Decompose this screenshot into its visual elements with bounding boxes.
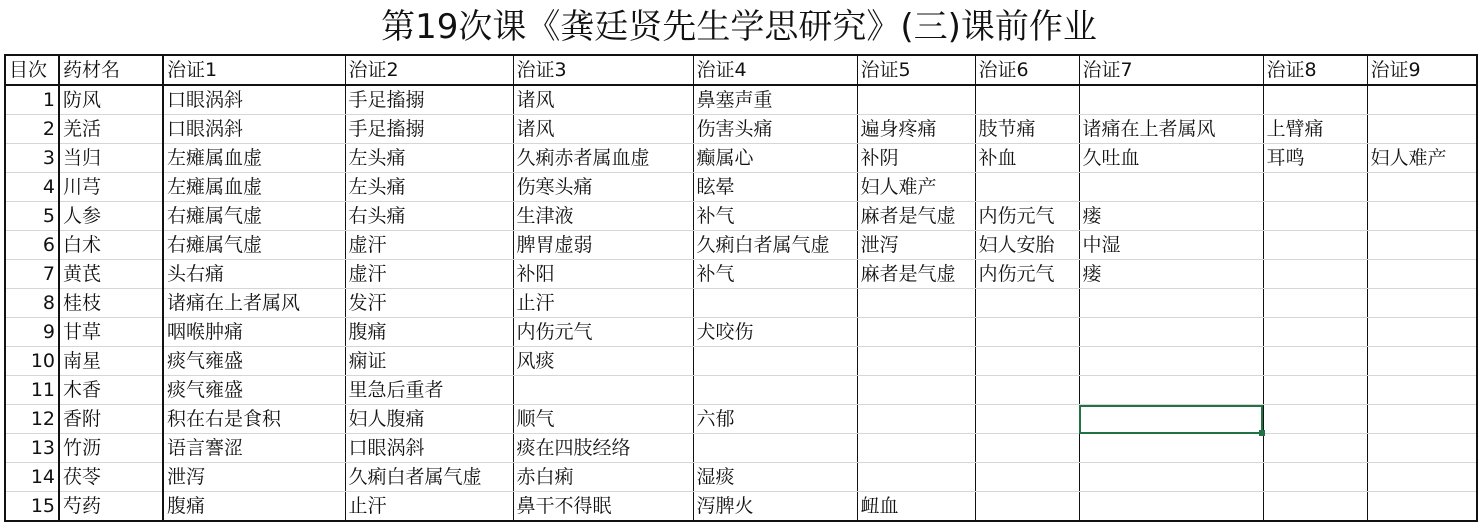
indication-cell[interactable]: 口眼涡斜 — [345, 434, 513, 463]
indication-cell[interactable]: 犬咬伤 — [693, 318, 857, 347]
indication-cell[interactable] — [1367, 289, 1477, 318]
indication-cell[interactable]: 内伤元气 — [975, 260, 1079, 289]
indication-cell[interactable] — [975, 173, 1079, 202]
herb-name-cell[interactable]: 白术 — [59, 231, 163, 260]
table-row — [5, 85, 1477, 115]
indication-cell[interactable]: 湿痰 — [693, 463, 857, 492]
column-header[interactable]: 治证2 — [345, 55, 513, 85]
indication-cell[interactable]: 诸痛在上者属风 — [163, 289, 345, 318]
indication-cell[interactable]: 手足搐搦 — [345, 85, 513, 115]
column-header[interactable]: 治证8 — [1263, 55, 1367, 85]
indication-cell[interactable] — [693, 434, 857, 463]
indication-cell[interactable] — [975, 347, 1079, 376]
indication-cell[interactable] — [1367, 173, 1477, 202]
column-header[interactable]: 治证1 — [163, 55, 345, 85]
table-row — [5, 376, 1477, 405]
indication-cell[interactable] — [1367, 492, 1477, 522]
selection-fill-handle[interactable] — [1259, 430, 1265, 436]
indication-cell[interactable] — [1263, 434, 1367, 463]
table-row — [5, 231, 1477, 260]
indication-cell[interactable]: 头右痛 — [163, 260, 345, 289]
column-header[interactable]: 治证6 — [975, 55, 1079, 85]
indication-cell[interactable] — [975, 405, 1079, 434]
indication-cell[interactable]: 泄泻 — [857, 231, 975, 260]
indication-cell[interactable]: 内伤元气 — [513, 318, 693, 347]
indication-cell[interactable]: 中湿 — [1079, 231, 1263, 260]
indication-cell[interactable] — [1263, 289, 1367, 318]
indication-cell[interactable] — [1367, 405, 1477, 434]
row-number-cell[interactable]: 10 — [5, 347, 59, 376]
herb-name-cell[interactable]: 木香 — [59, 376, 163, 405]
indication-cell[interactable] — [1367, 463, 1477, 492]
indication-cell[interactable] — [1263, 202, 1367, 231]
row-number-cell[interactable]: 13 — [5, 434, 59, 463]
herb-name-cell[interactable]: 羌活 — [59, 115, 163, 144]
row-number-cell[interactable]: 6 — [5, 231, 59, 260]
indication-cell[interactable] — [975, 289, 1079, 318]
indication-cell[interactable] — [857, 405, 975, 434]
indication-cell[interactable] — [975, 376, 1079, 405]
indication-cell[interactable] — [1263, 405, 1367, 434]
table-row — [5, 347, 1477, 376]
indication-cell[interactable] — [1263, 173, 1367, 202]
row-number-cell[interactable]: 7 — [5, 260, 59, 289]
indication-cell[interactable]: 泄泻 — [163, 463, 345, 492]
indication-cell[interactable]: 补阳 — [513, 260, 693, 289]
indication-cell[interactable] — [857, 463, 975, 492]
indication-cell[interactable] — [1079, 347, 1263, 376]
selected-cell[interactable] — [1079, 405, 1263, 434]
indication-cell[interactable] — [975, 85, 1079, 115]
indication-cell[interactable]: 虚汗 — [345, 231, 513, 260]
row-number-cell[interactable]: 2 — [5, 115, 59, 144]
indication-cell[interactable] — [1367, 434, 1477, 463]
indication-cell[interactable] — [857, 318, 975, 347]
herb-name-cell[interactable]: 防风 — [59, 85, 163, 115]
row-number-cell[interactable]: 5 — [5, 202, 59, 231]
indication-cell[interactable] — [975, 463, 1079, 492]
herb-name-cell[interactable]: 川芎 — [59, 173, 163, 202]
herb-name-cell[interactable]: 竹沥 — [59, 434, 163, 463]
indication-cell[interactable] — [975, 318, 1079, 347]
indication-cell[interactable] — [1079, 434, 1263, 463]
indication-cell[interactable] — [1079, 289, 1263, 318]
indication-cell[interactable]: 口眼涡斜 — [163, 115, 345, 144]
indication-cell[interactable] — [1079, 376, 1263, 405]
indication-cell[interactable] — [1263, 260, 1367, 289]
indication-cell[interactable] — [693, 347, 857, 376]
indication-cell[interactable] — [1079, 492, 1263, 522]
indication-cell[interactable] — [1079, 318, 1263, 347]
row-number-cell[interactable]: 3 — [5, 144, 59, 173]
indication-cell[interactable] — [1367, 202, 1477, 231]
indication-cell[interactable]: 久痢白者属气虚 — [693, 231, 857, 260]
indication-cell[interactable] — [857, 434, 975, 463]
indication-cell[interactable]: 左头痛 — [345, 173, 513, 202]
indication-cell[interactable]: 久吐血 — [1079, 144, 1263, 173]
indication-cell[interactable] — [693, 289, 857, 318]
indication-cell[interactable]: 虚汗 — [345, 260, 513, 289]
indication-cell[interactable]: 眩晕 — [693, 173, 857, 202]
indication-cell[interactable]: 麻者是气虚 — [857, 202, 975, 231]
indication-cell[interactable] — [1367, 260, 1477, 289]
herb-name-cell[interactable]: 当归 — [59, 144, 163, 173]
indication-cell[interactable]: 久痢赤者属血虚 — [513, 144, 693, 173]
indication-cell[interactable]: 风痰 — [513, 347, 693, 376]
indication-cell[interactable] — [1263, 492, 1367, 522]
indication-cell[interactable]: 妇人难产 — [1367, 144, 1477, 173]
indication-cell[interactable] — [1263, 376, 1367, 405]
indication-cell[interactable]: 泻脾火 — [693, 492, 857, 522]
indication-cell[interactable]: 发汗 — [345, 289, 513, 318]
indication-cell[interactable] — [857, 376, 975, 405]
indication-cell[interactable] — [1263, 463, 1367, 492]
indication-cell[interactable]: 顺气 — [513, 405, 693, 434]
indication-cell[interactable]: 补气 — [693, 202, 857, 231]
row-number-cell[interactable]: 1 — [5, 85, 59, 115]
indication-cell[interactable]: 赤白痢 — [513, 463, 693, 492]
indication-cell[interactable]: 六郁 — [693, 405, 857, 434]
indication-cell[interactable]: 瘘 — [1079, 260, 1263, 289]
indication-cell[interactable]: 妇人安胎 — [975, 231, 1079, 260]
indication-cell[interactable]: 伤害头痛 — [693, 115, 857, 144]
indication-cell[interactable]: 妇人难产 — [857, 173, 975, 202]
column-header[interactable]: 治证7 — [1079, 55, 1263, 85]
indication-cell[interactable]: 止汗 — [513, 289, 693, 318]
indication-cell[interactable] — [1367, 347, 1477, 376]
indication-cell[interactable] — [1079, 463, 1263, 492]
indication-cell[interactable]: 腹痛 — [163, 492, 345, 522]
indication-cell[interactable]: 右头痛 — [345, 202, 513, 231]
indication-cell[interactable] — [857, 289, 975, 318]
table-row — [5, 260, 1477, 289]
indication-cell[interactable]: 诸痛在上者属风 — [1079, 115, 1263, 144]
indication-cell[interactable]: 肢节痛 — [975, 115, 1079, 144]
herb-name-cell[interactable]: 黄芪 — [59, 260, 163, 289]
table-row — [5, 318, 1477, 347]
indication-cell[interactable]: 语言謇涩 — [163, 434, 345, 463]
indication-cell[interactable] — [513, 376, 693, 405]
indication-cell[interactable]: 上臂痛 — [1263, 115, 1367, 144]
herb-name-cell[interactable]: 人参 — [59, 202, 163, 231]
indication-cell[interactable]: 伤寒头痛 — [513, 173, 693, 202]
indication-cell[interactable]: 生津液 — [513, 202, 693, 231]
indication-cell[interactable]: 手足搐搦 — [345, 115, 513, 144]
table-row — [5, 202, 1477, 231]
indication-cell[interactable] — [1079, 85, 1263, 115]
indication-cell[interactable]: 妇人腹痛 — [345, 405, 513, 434]
row-number-cell[interactable]: 4 — [5, 173, 59, 202]
table-row — [5, 434, 1477, 463]
indication-cell[interactable]: 左瘫属血虚 — [163, 144, 345, 173]
indication-cell[interactable]: 久痢白者属气虚 — [345, 463, 513, 492]
indication-cell[interactable]: 里急后重者 — [345, 376, 513, 405]
indication-cell[interactable] — [1263, 318, 1367, 347]
indication-cell[interactable]: 脾胃虚弱 — [513, 231, 693, 260]
indication-cell[interactable]: 补阴 — [857, 144, 975, 173]
indication-cell[interactable] — [1367, 318, 1477, 347]
indication-cell[interactable] — [1367, 85, 1477, 115]
herb-name-cell[interactable]: 桂枝 — [59, 289, 163, 318]
page-title: 第19次课《龚廷贤先生学思研究》(三)课前作业 — [381, 7, 1097, 47]
indication-cell[interactable]: 口眼涡斜 — [163, 85, 345, 115]
column-header[interactable]: 目次 — [5, 55, 59, 85]
herb-name-cell[interactable]: 芍药 — [59, 492, 163, 522]
row-number-cell[interactable]: 9 — [5, 318, 59, 347]
column-header[interactable]: 治证9 — [1367, 55, 1477, 85]
indication-cell[interactable]: 痰在四肢经络 — [513, 434, 693, 463]
column-header[interactable]: 治证3 — [513, 55, 693, 85]
indication-cell[interactable]: 咽喉肿痛 — [163, 318, 345, 347]
column-header[interactable]: 治证4 — [693, 55, 857, 85]
indication-cell[interactable] — [1079, 173, 1263, 202]
indication-cell[interactable]: 痰气雍盛 — [163, 347, 345, 376]
table-row — [5, 144, 1477, 173]
indication-cell[interactable]: 右瘫属气虚 — [163, 231, 345, 260]
herb-table — [4, 54, 1478, 522]
table-row — [5, 405, 1477, 434]
indication-cell[interactable]: 补气 — [693, 260, 857, 289]
row-number-cell[interactable]: 15 — [5, 492, 59, 522]
indication-cell[interactable]: 右瘫属气虚 — [163, 202, 345, 231]
indication-cell[interactable]: 鼻干不得眠 — [513, 492, 693, 522]
table-row — [5, 115, 1477, 144]
indication-cell[interactable] — [1367, 231, 1477, 260]
indication-cell[interactable]: 积在右是食积 — [163, 405, 345, 434]
indication-cell[interactable]: 内伤元气 — [975, 202, 1079, 231]
indication-cell[interactable]: 诸风 — [513, 115, 693, 144]
indication-cell[interactable]: 鼻塞声重 — [693, 85, 857, 115]
indication-cell[interactable] — [1263, 347, 1367, 376]
indication-cell[interactable]: 遍身疼痛 — [857, 115, 975, 144]
indication-cell[interactable]: 耳鸣 — [1263, 144, 1367, 173]
indication-cell[interactable]: 左瘫属血虚 — [163, 173, 345, 202]
column-header[interactable]: 药材名 — [59, 55, 163, 85]
table-row — [5, 289, 1477, 318]
column-header[interactable]: 治证5 — [857, 55, 975, 85]
herb-name-cell[interactable]: 香附 — [59, 405, 163, 434]
indication-cell[interactable] — [1263, 85, 1367, 115]
table-row — [5, 463, 1477, 492]
indication-cell[interactable]: 麻者是气虚 — [857, 260, 975, 289]
indication-cell[interactable] — [857, 347, 975, 376]
header-row — [5, 55, 1477, 85]
row-number-cell[interactable]: 8 — [5, 289, 59, 318]
indication-cell[interactable]: 痰气雍盛 — [163, 376, 345, 405]
indication-cell[interactable]: 诸风 — [513, 85, 693, 115]
table-row — [5, 173, 1477, 202]
indication-cell[interactable]: 左头痛 — [345, 144, 513, 173]
row-number-cell[interactable]: 12 — [5, 405, 59, 434]
indication-cell[interactable] — [693, 376, 857, 405]
table-row — [5, 492, 1477, 522]
indication-cell[interactable]: 腹痛 — [345, 318, 513, 347]
herb-name-cell[interactable]: 南星 — [59, 347, 163, 376]
herb-name-cell[interactable]: 甘草 — [59, 318, 163, 347]
indication-cell[interactable] — [975, 434, 1079, 463]
indication-cell[interactable]: 癫属心 — [693, 144, 857, 173]
indication-cell[interactable]: 瘘 — [1079, 202, 1263, 231]
indication-cell[interactable] — [1263, 231, 1367, 260]
indication-cell[interactable] — [975, 492, 1079, 522]
indication-cell[interactable]: 补血 — [975, 144, 1079, 173]
indication-cell[interactable]: 痫证 — [345, 347, 513, 376]
indication-cell[interactable] — [857, 85, 975, 115]
row-number-cell[interactable]: 11 — [5, 376, 59, 405]
indication-cell[interactable] — [1367, 115, 1477, 144]
indication-cell[interactable]: 衄血 — [857, 492, 975, 522]
row-number-cell[interactable]: 14 — [5, 463, 59, 492]
herb-name-cell[interactable]: 茯苓 — [59, 463, 163, 492]
indication-cell[interactable]: 止汗 — [345, 492, 513, 522]
indication-cell[interactable] — [1367, 376, 1477, 405]
